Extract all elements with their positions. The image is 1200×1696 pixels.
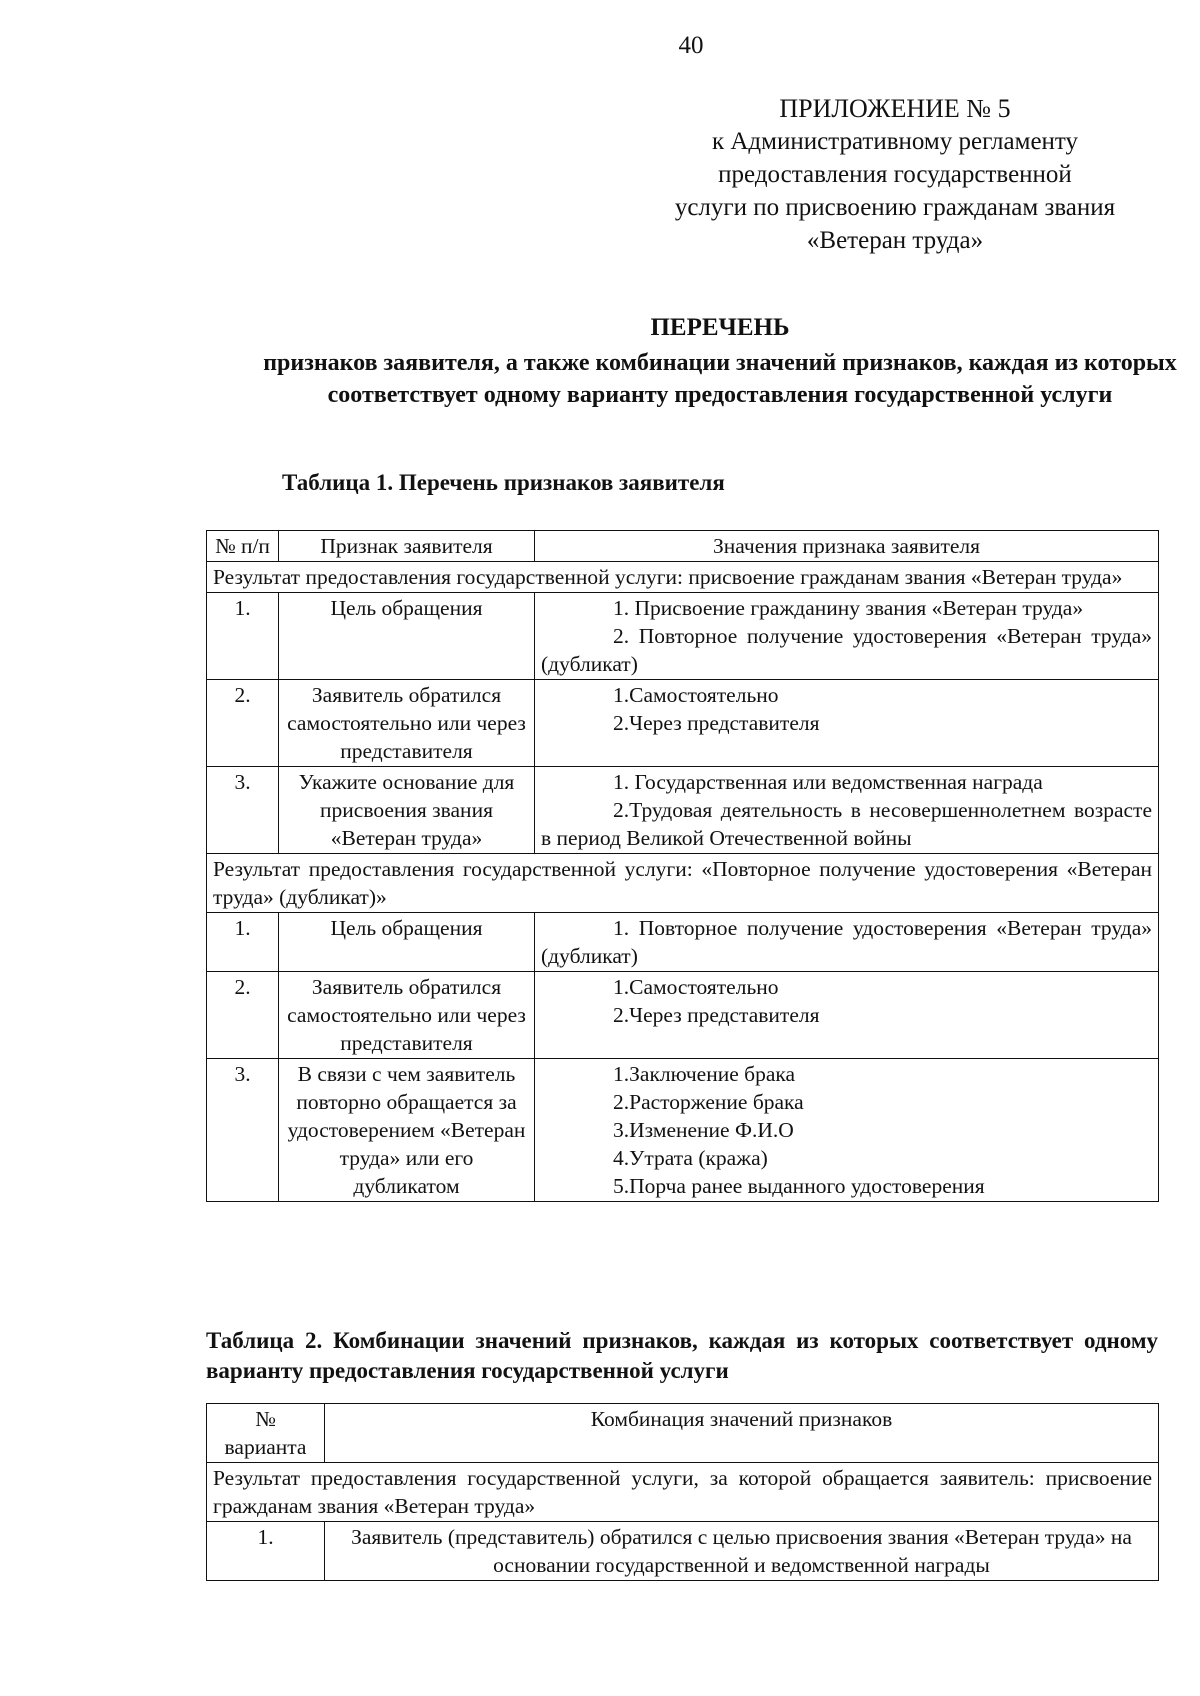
table-row (207, 767, 1159, 854)
table-row (207, 972, 1159, 1059)
value-line: 2. Повторное получение удостоверения «Ветеран труда» (дубликат) (541, 624, 1152, 676)
row-num: 1. (207, 913, 279, 972)
value-line: 1. Государственная или ведомственная награда (613, 770, 1043, 794)
list-subtitle: признаков заявителя, а также комбинации значений признаков, каждая из которых соответствует одному варианту предоставления государственной услуги (263, 350, 1177, 408)
value-line: 3.Изменение Ф.И.О (613, 1118, 794, 1142)
header-num: № п/п (207, 531, 279, 562)
row-attr: В связи с чем заявитель повторно обращается за удостоверением «Ветеран труда» или его дубликатом (279, 1059, 535, 1202)
table-header-row (207, 1404, 1159, 1463)
value-line: 1. Повторное получение удостоверения «Ветеран труда» (дубликат) (541, 916, 1152, 968)
value-line: 1.Самостоятельно (613, 975, 779, 999)
appendix-line-2: предоставления государственной (718, 161, 1072, 188)
row-values (535, 767, 1159, 854)
value-line: 4.Утрата (кража) (613, 1146, 768, 1170)
value-line: 5.Порча ранее выданного удостоверения (613, 1174, 985, 1198)
row-combo: Заявитель (представитель) обратился с целью присвоения звания «Ветеран труда» на основании государственной и ведомственной награды (325, 1522, 1159, 1581)
row-attr: Цель обращения (279, 913, 535, 972)
row-attr: Заявитель обратился самостоятельно или через представителя (279, 972, 535, 1059)
combinations-table (206, 1403, 1159, 1581)
row-values (535, 593, 1159, 680)
row-values (535, 972, 1159, 1059)
value-line: 1. Присвоение гражданину звания «Ветеран труда» (613, 596, 1084, 620)
row-num: 1. (207, 1522, 325, 1581)
appendix-title: ПРИЛОЖЕНИЕ № 5 (779, 94, 1011, 123)
row-values (535, 1059, 1159, 1202)
table1-caption: Таблица 1. Перечень признаков заявителя (282, 470, 725, 495)
value-line: 1.Заключение брака (613, 1062, 796, 1086)
table-row (207, 1522, 1159, 1581)
section-row (207, 854, 1159, 913)
attributes-table (206, 530, 1159, 1202)
row-num: 3. (207, 767, 279, 854)
value-line: 1.Самостоятельно (613, 683, 779, 707)
table-row (207, 593, 1159, 680)
page-number: 40 (678, 32, 704, 59)
row-attr: Цель обращения (279, 593, 535, 680)
row-num: 2. (207, 680, 279, 767)
list-heading: ПЕРЕЧЕНЬ (650, 314, 790, 341)
row-attr: Заявитель обратился самостоятельно или через представителя (279, 680, 535, 767)
row-num: 3. (207, 1059, 279, 1202)
list-title (260, 312, 1180, 411)
row-values (535, 680, 1159, 767)
header-combo: Комбинация значений признаков (325, 1404, 1159, 1463)
value-line: 2.Через представителя (613, 1003, 820, 1027)
section-title: Результат предоставления государственной услуги: «Повторное получение удостоверения «Ветеран труда» (дубликат)» (207, 854, 1159, 913)
section-row (207, 1463, 1159, 1522)
row-values (535, 913, 1159, 972)
row-attr: Укажите основание для присвоения звания «Ветеран труда» (279, 767, 535, 854)
table-header-row (207, 531, 1159, 562)
value-line: 2.Трудовая деятельность в несовершеннолетнем возрасте в период Великой Отечественной войны (541, 798, 1152, 850)
section-title: Результат предоставления государственной услуги: присвоение гражданам звания «Ветеран труда» (207, 562, 1159, 593)
appendix-header (640, 92, 1150, 257)
appendix-line-3: услуги по присвоению гражданам звания (674, 194, 1116, 221)
appendix-line-4: «Ветеран труда» (806, 227, 984, 254)
table-row (207, 1059, 1159, 1202)
table-row (207, 913, 1159, 972)
value-line: 2.Расторжение брака (613, 1090, 804, 1114)
row-num: 2. (207, 972, 279, 1059)
section-title: Результат предоставления государственной услуги, за которой обращается заявитель: присвоение гражданам звания «Ветеран труда» (207, 1463, 1159, 1522)
appendix-line-1: к Административному регламенту (711, 128, 1079, 155)
table2-caption: Таблица 2. Комбинации значений признаков, каждая из которых соответствует одному варианту предоставления государственной услуги (206, 1328, 1158, 1383)
section-row (207, 562, 1159, 593)
row-num: 1. (207, 593, 279, 680)
value-line: 2.Через представителя (613, 711, 820, 735)
header-values: Значения признака заявителя (535, 531, 1159, 562)
table-row (207, 680, 1159, 767)
header-variant-num: № варианта (207, 1404, 325, 1463)
header-attr: Признак заявителя (279, 531, 535, 562)
